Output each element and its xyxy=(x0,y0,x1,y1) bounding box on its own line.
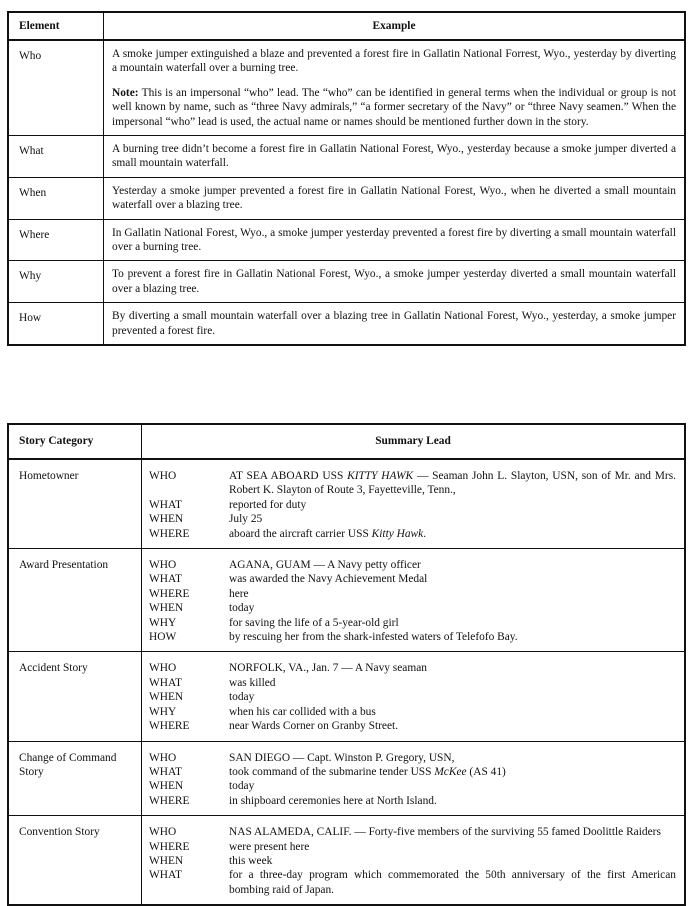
lead-text: NAS ALAMEDA, CALIF. — Forty-five members of the surviving 55 famed Doolittle Raiders xyxy=(229,826,661,839)
lead-text: today xyxy=(229,691,255,704)
note-text: This is an impersonal “who” lead. The “who” can be identified in general terms when the individual or group is not well known by name, such as “three Navy admirals,” “a former secretary of the Navy” or “three Navy seamen.” When the impersonal “who” lead is used, the actual name or names should be mentioned further down in the story. xyxy=(112,86,676,128)
summary-lead-cell xyxy=(142,652,686,741)
lead-text: was awarded the Navy Achievement Medal xyxy=(229,573,428,586)
lead-line xyxy=(149,690,676,704)
lead-element-key: WHAT xyxy=(149,573,182,586)
lead-element-text xyxy=(229,527,676,541)
lead-line xyxy=(149,572,676,586)
lead-text: near Wards Corner on Granby Street. xyxy=(229,720,399,733)
story-category-cell: Change of Command Story xyxy=(8,741,142,816)
lead-line xyxy=(149,719,676,733)
lead-element-text xyxy=(229,661,676,675)
lead-element-key: WHAT xyxy=(149,676,182,689)
lead-text: were present here xyxy=(229,840,310,853)
lead-text: for saving the life of a 5-year-old girl xyxy=(229,616,399,629)
element-cell: Where xyxy=(8,219,104,261)
lead-element-text xyxy=(229,572,676,586)
lead-line xyxy=(149,854,676,868)
table-row xyxy=(8,459,685,549)
example-cell xyxy=(104,40,686,136)
lead-element-key: WHAT xyxy=(149,869,182,882)
lead-line xyxy=(149,601,676,615)
example-cell: To prevent a forest fire in Gallatin National Forest, Wyo., a smoke jumper yesterday diverted a small mountain waterfall over a blazing tree. xyxy=(104,261,686,303)
summary-lead-table xyxy=(7,423,686,906)
lead-line xyxy=(149,676,676,690)
lead-element-key: WHO xyxy=(149,662,177,675)
table-row xyxy=(8,816,685,906)
lead-element-key: WHAT xyxy=(149,765,182,778)
lead-element-key: WHEN xyxy=(149,602,184,615)
lead-element-key: WHERE xyxy=(149,720,190,733)
lead-line xyxy=(149,868,676,897)
elements-example-table xyxy=(7,11,686,346)
element-cell: Who xyxy=(8,40,104,136)
lead-element-key: WHEN xyxy=(149,513,184,526)
lead-text-tail: . xyxy=(423,527,427,540)
story-category-cell: Convention Story xyxy=(19,826,100,839)
lead-ship-name: KITTY HAWK xyxy=(347,470,414,482)
lead-element-text xyxy=(229,779,676,793)
lead-text: here xyxy=(229,587,249,600)
summary-lead-cell xyxy=(142,816,686,906)
example-cell: A burning tree didn’t become a forest fire in Gallatin National Forest, Wyo., yesterday because a smoke jumper diverted a small mountain waterfall. xyxy=(104,136,686,178)
lead-element-key: WHY xyxy=(149,616,177,629)
table-header-row xyxy=(8,12,685,40)
lead-element-key: WHERE xyxy=(149,840,190,853)
lead-line xyxy=(149,512,676,526)
lead-line xyxy=(149,794,676,808)
lead-element-text xyxy=(229,825,676,839)
lead-text: SAN DIEGO — Capt. Winston P. Gregory, USN, xyxy=(229,751,455,764)
table-row xyxy=(8,40,685,136)
lead-line xyxy=(149,825,676,839)
lead-ship-name: McKee xyxy=(434,765,467,778)
lead-text: when his car collided with a bus xyxy=(229,705,376,718)
example-cell: By diverting a small mountain waterfall over a blazing tree in Gallatin National Forest, Wyo., yesterday, a smoke jumper prevented a forest fire. xyxy=(104,303,686,345)
lead-text: July 25 xyxy=(229,513,263,526)
table-row xyxy=(8,652,685,741)
lead-text: in shipboard ceremonies here at North Island. xyxy=(229,794,437,807)
lead-text: took command of the submarine tender USS xyxy=(229,765,435,778)
lead-element-key: WHERE xyxy=(149,527,190,540)
lead-text: for a three-day program which commemorated the 50th anniversary of the first American bombing raid of Japan. xyxy=(229,869,676,896)
lead-line xyxy=(149,616,676,630)
table-row xyxy=(8,549,685,652)
lead-line xyxy=(149,527,676,541)
lead-line xyxy=(149,765,676,779)
lead-element-text xyxy=(229,854,676,868)
summary-lead-cell xyxy=(142,459,686,549)
table-header-row xyxy=(8,424,685,459)
example-cell: In Gallatin National Forest, Wyo., a smoke jumper yesterday prevented a forest fire by diverting a small mountain waterfall over a burning tree. xyxy=(104,219,686,261)
lead-line xyxy=(149,705,676,719)
lead-ship-name: Kitty Hawk xyxy=(371,527,424,540)
table-row xyxy=(8,741,685,816)
lead-element-text xyxy=(229,498,676,512)
lead-element-key: WHO xyxy=(149,559,177,572)
lead-line xyxy=(149,630,676,644)
example-text: A smoke jumper extinguished a blaze and prevented a forest fire in Gallatin National Forrest, Wyo., yesterday by diverting a mountain waterfall over a burning tree. xyxy=(112,48,676,75)
lead-line xyxy=(149,558,676,572)
lead-line xyxy=(149,840,676,854)
lead-line xyxy=(149,779,676,793)
lead-element-key: WHERE xyxy=(149,794,190,807)
table-row xyxy=(8,303,685,345)
lead-element-text xyxy=(229,751,676,765)
lead-element-key: WHO xyxy=(149,751,177,764)
lead-line xyxy=(149,469,676,498)
lead-element-text xyxy=(229,868,676,897)
lead-element-text xyxy=(229,676,676,690)
lead-element-key: WHY xyxy=(149,705,177,718)
table-row xyxy=(8,136,685,178)
lead-element-text xyxy=(229,765,676,779)
lead-element-key: HOW xyxy=(149,631,177,644)
lead-text: this week xyxy=(229,854,273,867)
lead-text: reported for duty xyxy=(229,498,307,511)
table-row xyxy=(8,219,685,261)
lead-text: today xyxy=(229,602,255,615)
lead-element-key: WHO xyxy=(149,470,177,482)
lead-text: today xyxy=(229,780,255,793)
lead-element-key: WHO xyxy=(149,826,177,839)
summary-lead-cell xyxy=(142,741,686,816)
lead-element-key: WHERE xyxy=(149,587,190,600)
lead-element-text xyxy=(229,469,676,498)
lead-text: aboard the aircraft carrier USS xyxy=(229,527,372,540)
lead-text-tail: (AS 41) xyxy=(466,765,506,778)
lead-line xyxy=(149,661,676,675)
lead-element-text xyxy=(229,558,676,572)
column-header-element: Element xyxy=(8,12,104,40)
lead-element-text xyxy=(229,719,676,733)
lead-element-text xyxy=(229,616,676,630)
lead-line xyxy=(149,751,676,765)
lead-element-key: WHEN xyxy=(149,780,184,793)
element-cell: How xyxy=(19,312,42,325)
element-cell: Why xyxy=(8,261,104,303)
column-header-summary-lead: Summary Lead xyxy=(142,424,686,459)
lead-text: was killed xyxy=(229,676,276,689)
table-row xyxy=(8,261,685,303)
lead-element-text xyxy=(229,587,676,601)
summary-lead-cell xyxy=(142,549,686,652)
element-cell: When xyxy=(8,177,104,219)
lead-element-text xyxy=(229,794,676,808)
lead-text: AT SEA ABOARD USS xyxy=(229,470,348,482)
example-cell: Yesterday a smoke jumper prevented a forest fire in Gallatin National Forest, Wyo., when he diverted a small mountain waterfall over a blazing tree. xyxy=(104,177,686,219)
lead-line xyxy=(149,587,676,601)
lead-text: AGANA, GUAM — A Navy petty officer xyxy=(229,559,421,572)
lead-text: by rescuing her from the shark-infested waters of Telefofo Bay. xyxy=(229,631,518,644)
note-label: Note: xyxy=(112,86,139,99)
column-header-example: Example xyxy=(104,12,686,40)
story-category-cell: Accident Story xyxy=(8,652,142,741)
note-paragraph xyxy=(112,86,676,129)
column-header-story-category: Story Category xyxy=(8,424,142,459)
lead-element-key: WHEN xyxy=(149,854,184,867)
lead-element-text xyxy=(229,630,676,644)
element-cell: What xyxy=(8,136,104,178)
lead-text: NORFOLK, VA., Jan. 7 — A Navy seaman xyxy=(229,662,427,675)
story-category-cell: Award Presentation xyxy=(8,549,142,652)
lead-element-text xyxy=(229,705,676,719)
lead-element-text xyxy=(229,840,676,854)
lead-element-key: WHAT xyxy=(149,498,182,511)
lead-line xyxy=(149,498,676,512)
lead-text-tail: — Seaman John L. Slayton, USN, son of Mr. and Mrs. Robert K. Slayton of Route 3, Fayetteville, Tenn., xyxy=(229,470,676,497)
lead-element-text xyxy=(229,512,676,526)
table-row xyxy=(8,177,685,219)
lead-element-text xyxy=(229,601,676,615)
lead-element-text xyxy=(229,690,676,704)
lead-element-key: WHEN xyxy=(149,691,184,704)
story-category-cell: Hometowner xyxy=(8,459,142,549)
